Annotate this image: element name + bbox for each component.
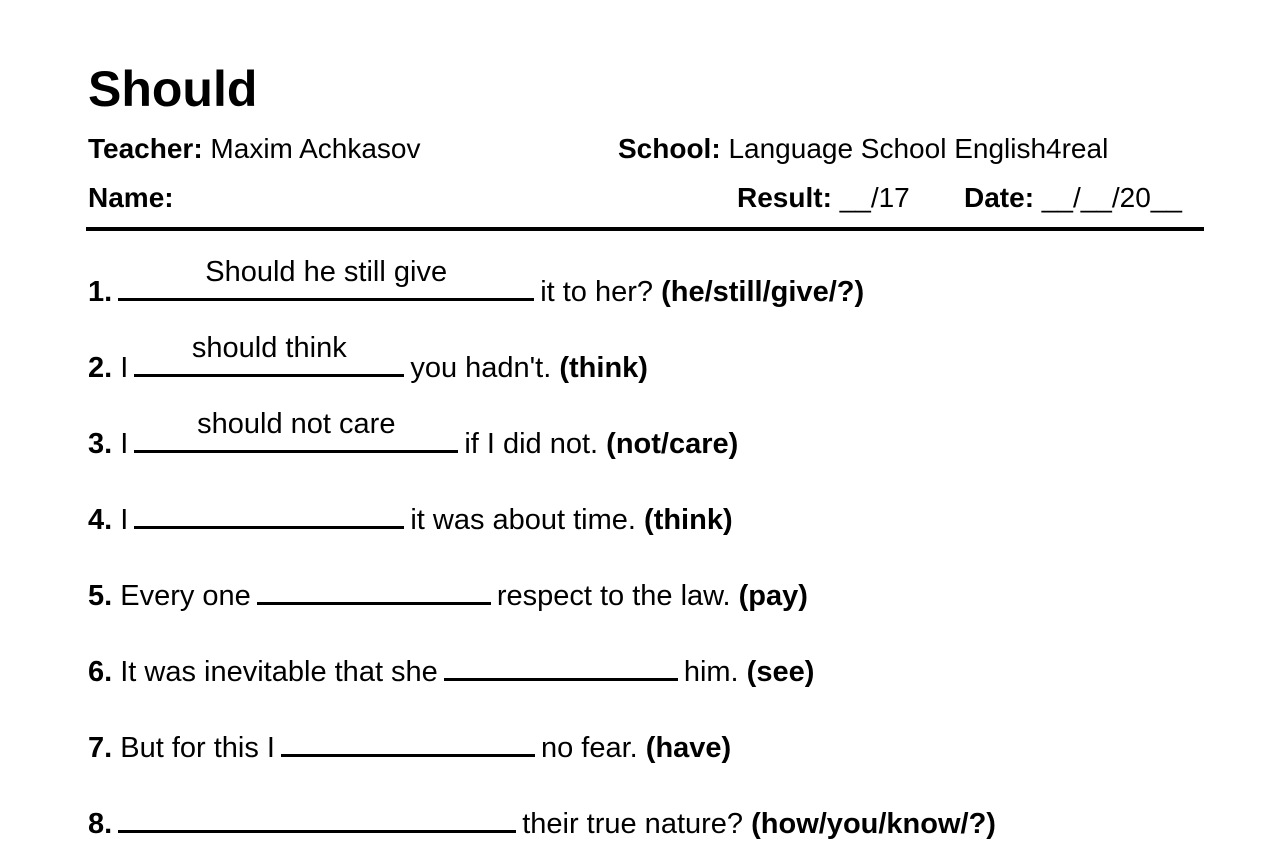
question-text-before: It was inevitable that she [112, 656, 438, 688]
answer-blank[interactable] [444, 648, 678, 681]
date-value: __/__/20__ [1041, 182, 1182, 213]
question-item [88, 648, 814, 690]
question-item [88, 408, 739, 462]
school-line [618, 132, 1108, 166]
answer-blank[interactable] [134, 496, 404, 529]
date-line [964, 181, 1182, 215]
question-text-after: their true nature? [522, 808, 752, 840]
verb-hint: (he/still/give/?) [661, 276, 865, 308]
verb-hint: (think) [644, 504, 733, 536]
question-item [88, 572, 808, 614]
question-item [88, 496, 733, 538]
verb-hint: (have) [645, 732, 732, 764]
result-value: __/17 [839, 182, 910, 213]
question-number: 4. [88, 504, 113, 536]
school-label: School: [618, 133, 721, 164]
name-label: Name: [88, 182, 174, 213]
question-number: 3. [88, 428, 113, 460]
verb-hint: (think) [559, 352, 648, 384]
question-number: 1. [88, 276, 113, 308]
question-text-after: respect to the law. [496, 580, 739, 612]
name-line [88, 181, 174, 215]
question-item [88, 256, 865, 310]
answer-blank[interactable] [281, 724, 535, 757]
question-text-after: if I did not. [464, 428, 607, 460]
question-number: 2. [88, 352, 113, 384]
result-label: Result: [737, 182, 832, 213]
question-text-before: But for this I [112, 732, 275, 764]
answer-blank[interactable] [134, 408, 458, 453]
question-text-after: you hadn't. [410, 352, 560, 384]
question-text-before: I [112, 352, 129, 384]
question-number: 6. [88, 656, 113, 688]
verb-hint: (see) [746, 656, 815, 688]
question-number: 7. [88, 732, 113, 764]
question-text-before: Every one [112, 580, 251, 612]
answer-blank[interactable] [134, 332, 404, 377]
worksheet-title: Should [88, 61, 258, 117]
question-item [88, 332, 648, 386]
result-line [737, 181, 910, 215]
answer-text: should not care [197, 408, 396, 440]
question-text-after: him. [683, 656, 747, 688]
verb-hint: (pay) [738, 580, 808, 612]
teacher-line [88, 132, 421, 166]
school-value: Language School English4real [728, 133, 1109, 164]
question-item [88, 724, 731, 766]
question-text-before: I [112, 428, 129, 460]
question-number: 8. [88, 808, 113, 840]
question-text-after: it to her? [540, 276, 662, 308]
teacher-value: Maxim Achkasov [210, 133, 421, 164]
question-item [88, 800, 996, 842]
teacher-label: Teacher: [88, 133, 203, 164]
question-text-after: it was about time. [410, 504, 645, 536]
question-number: 5. [88, 580, 113, 612]
answer-blank[interactable] [118, 800, 516, 833]
answer-text: Should he still give [205, 256, 448, 288]
verb-hint: (not/care) [606, 428, 739, 460]
answer-blank[interactable] [118, 256, 534, 301]
verb-hint: (how/you/know/?) [751, 808, 996, 840]
header-divider [86, 227, 1204, 231]
question-text-after: no fear. [540, 732, 646, 764]
answer-blank[interactable] [257, 572, 491, 605]
date-label: Date: [964, 182, 1035, 213]
answer-text: should think [191, 332, 347, 364]
question-text-before: I [112, 504, 129, 536]
